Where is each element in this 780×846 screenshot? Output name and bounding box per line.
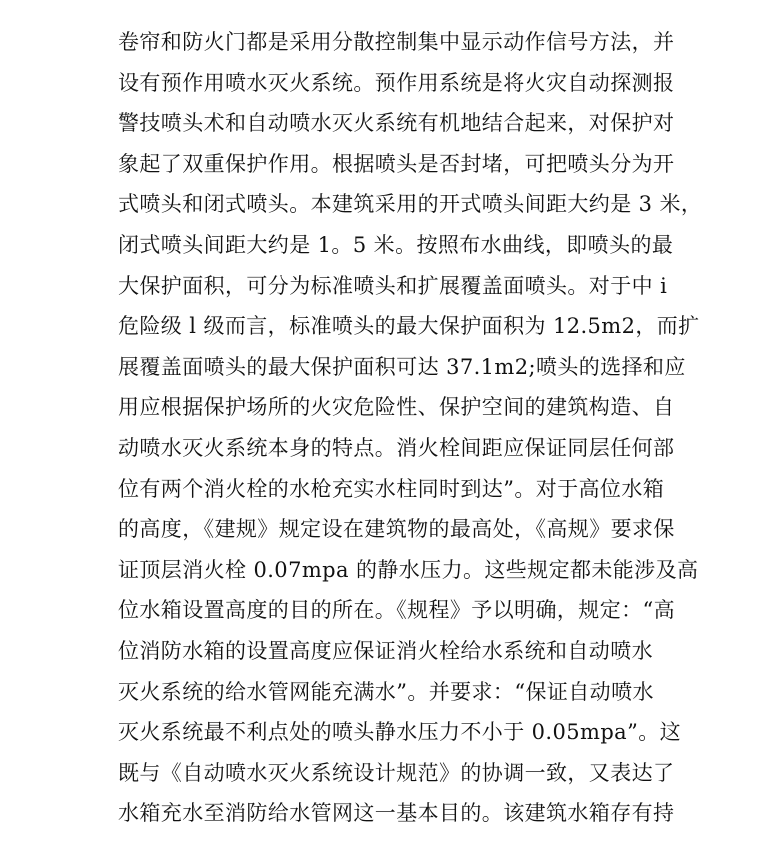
text-line-11: 动喷水灭火系统本身的特点。消火栓间距应保证同层任何部	[118, 435, 675, 460]
text-line-8: 危险级 l 级而言，标准喷头的最大保护面积为 12.5m2，而扩	[118, 314, 700, 339]
text-line-7: 大保护面积，可分为标准喷头和扩展覆盖面喷头。对于中 i	[118, 273, 668, 298]
text-line-9: 展覆盖面喷头的最大保护面积可达 37.1m2;喷头的选择和应	[118, 354, 686, 379]
text-line-6: 闭式喷头间距大约是 1。5 米。按照布水曲线，即喷头的最	[118, 232, 674, 257]
text-line-3: 警技喷头术和自动喷水灭火系统有机地结合起来，对保护对	[118, 111, 675, 136]
text-line-20: 水箱充水至消防给水管网这一基本目的。该建筑水箱存有持	[118, 801, 675, 826]
text-line-18: 灭火系统最不利点处的喷头静水压力不小于 0.05mpa”。这	[118, 720, 682, 745]
text-line-2: 设有预作用喷水灭火系统。预作用系统是将火灾自动探测报	[118, 70, 675, 95]
text-line-13: 的高度，《建规》规定设在建筑物的最高处，《高规》要求保	[118, 517, 675, 542]
text-line-16: 位消防水箱的设置高度应保证消火栓给水系统和自动喷水	[118, 638, 653, 663]
text-line-15: 位水箱设置高度的目的所在。《规程》予以明确，规定：“高	[118, 598, 676, 623]
text-line-5: 式喷头和闭式喷头。本建筑采用的开式喷头间距大约是 3 米，	[118, 192, 703, 217]
text-line-17: 灭火系统的给水管网能充满水”。并要求：“保证自动喷水	[118, 679, 654, 704]
text-line-12: 位有两个消火栓的水枪充实水柱同时到达”。对于高位水箱	[118, 476, 665, 501]
text-line-14: 证顶层消火栓 0.07mpa 的静水压力。这些规定都未能涉及高	[118, 557, 699, 582]
body-text	[118, 22, 703, 834]
text-line-1: 卷帘和防火门都是采用分散控制集中显示动作信号方法，并	[118, 30, 675, 54]
text-line-19: 既与《自动喷水灭火系统设计规范》的协调一致，又表达了	[118, 760, 675, 785]
text-line-10: 用应根据保护场所的火灾危险性、保护空间的建筑构造、自	[118, 395, 675, 420]
text-line-4: 象起了双重保护作用。根据喷头是否封堵，可把喷头分为开	[118, 151, 675, 176]
